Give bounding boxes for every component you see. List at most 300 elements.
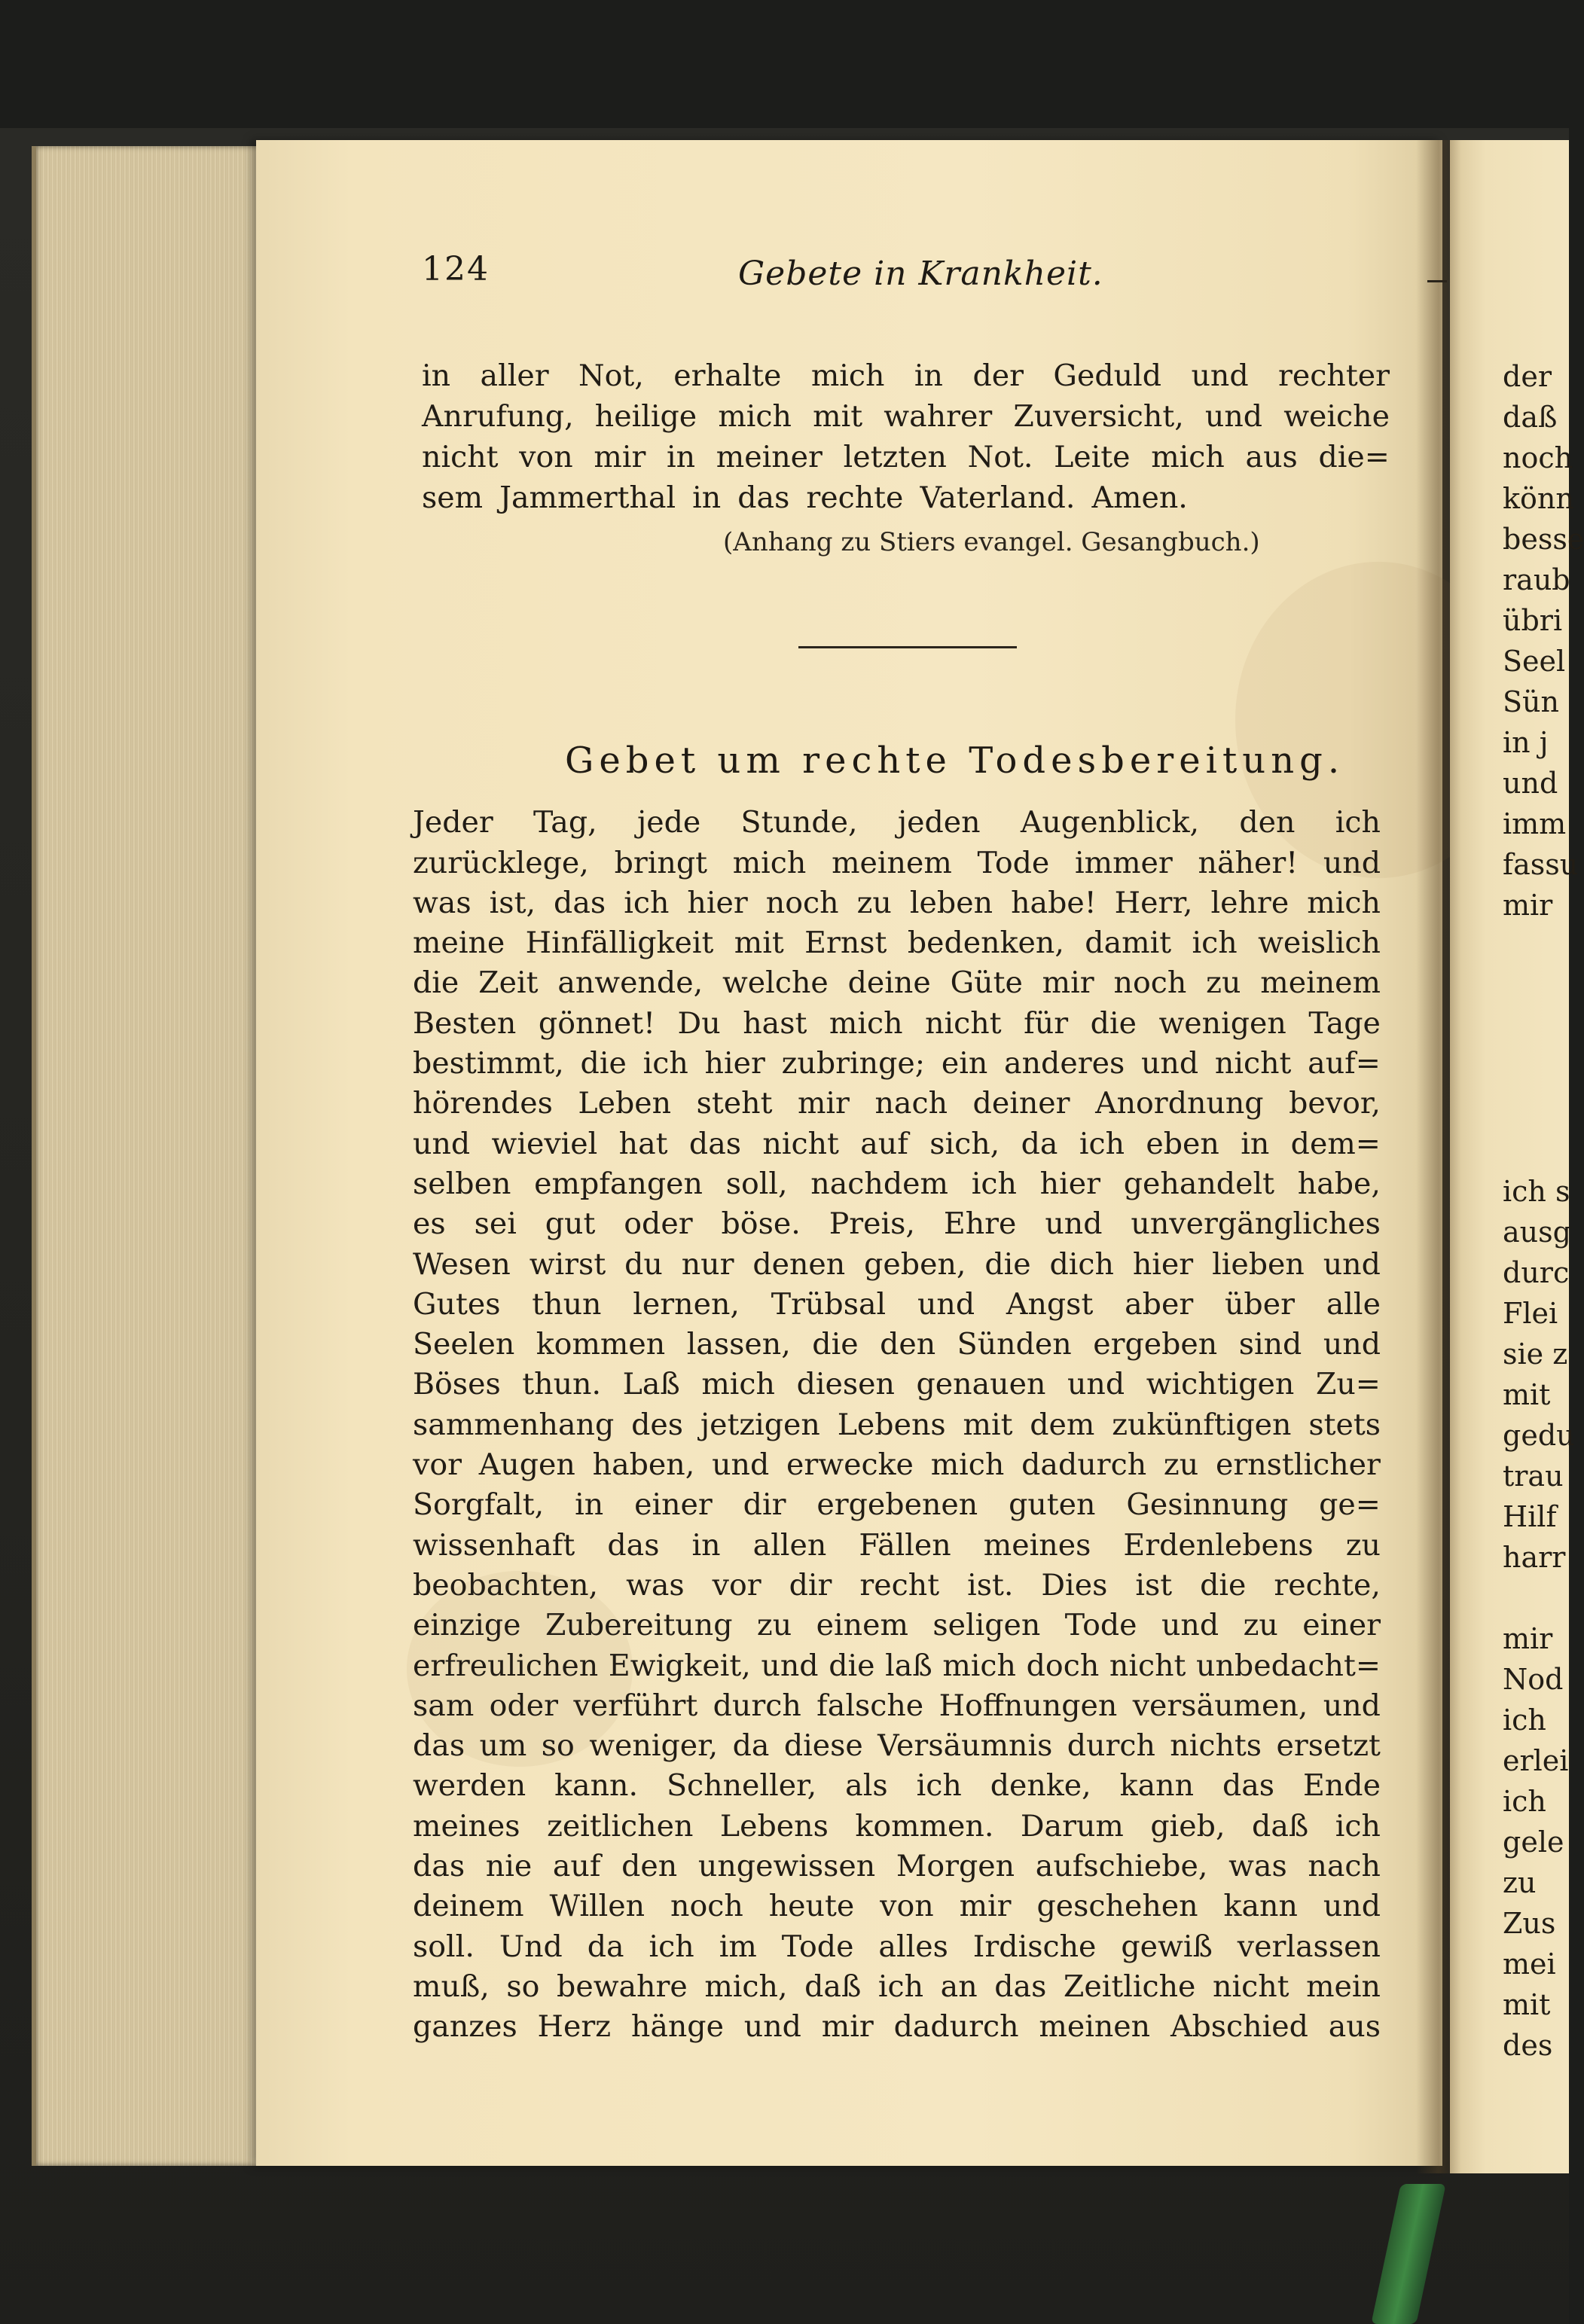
word: erfreulichen [413,1648,599,1683]
word: mich [1307,885,1381,920]
word: ergeben [1093,1327,1218,1362]
text-line [413,1883,1381,1923]
word: Zeit [478,965,539,1001]
word: Fällen [859,1527,951,1563]
text-line [413,1282,1381,1322]
word: du [624,1246,663,1282]
word: die [812,1327,859,1362]
text-fragment [1503,1581,1569,1622]
text-line [413,2004,1381,2044]
word: das [413,1849,465,1884]
word: die [984,1246,1031,1282]
text-fragment: mit [1503,1988,1551,2021]
word: da [1021,1126,1058,1161]
text-fragment: zu [1503,1866,1537,1899]
word: näher! [1198,845,1299,880]
section-divider [798,646,1017,648]
page-number: 124 [422,250,490,288]
word: meinem [832,845,952,880]
word: Anrufung, [422,399,574,434]
word: hörendes [413,1086,553,1121]
word: hier [1132,1246,1194,1282]
word: Ernst [804,926,887,961]
word: Tode [977,845,1050,880]
word: mich [829,1005,903,1041]
word: Zeitliche [1063,1969,1196,2004]
word: mir [821,2009,874,2045]
prayer-text [413,800,1381,2044]
text-line [413,1522,1381,1562]
text-fragment: Zus [1503,1907,1556,1940]
text-line [413,840,1381,880]
word: dadurch [1021,1447,1147,1483]
text-fragment: noch [1503,441,1573,474]
word: mit [734,926,784,961]
word: wirst [529,1246,606,1282]
word: soll. [413,1929,475,1964]
word: mich [810,358,885,393]
word: meines [413,1808,520,1844]
word: sei [474,1206,517,1242]
word: nach [874,1086,948,1121]
word: im [719,1929,757,1964]
word: Jammerthal [499,480,676,515]
word: ich [1079,1126,1125,1161]
word: von [880,1889,934,1924]
word: in [422,358,451,393]
word: hat [618,1126,668,1161]
text-line [413,1923,1381,1963]
word: Not. [967,440,1033,474]
word: zu [1345,1527,1381,1563]
word: immer [1075,845,1173,880]
word: Irdische [972,1929,1097,1964]
word: das [607,1527,660,1563]
word: rechter [1278,358,1390,393]
word: Morgen [896,1849,1015,1884]
word: ge= [1319,1487,1381,1523]
word: Ehre [943,1206,1017,1242]
word: mir [959,1889,1012,1924]
word: kann. [554,1768,639,1804]
word: empfangen [534,1166,703,1201]
word: von [519,440,573,474]
word: stets [1308,1407,1381,1442]
word: heilige [594,399,697,434]
word: Dies [1041,1567,1108,1603]
right-page-text-bottom [1503,1175,1575,2069]
word: hast [743,1005,807,1041]
text-line [413,1964,1381,2004]
word: oder [624,1206,693,1242]
word: und [1323,1246,1381,1282]
word: Tode [781,1929,854,1964]
word: und [1067,1367,1125,1402]
word: lassen, [686,1327,791,1362]
word: ganzes [413,2009,517,2045]
word: habe! [1011,885,1097,920]
word: das [688,1126,742,1161]
word: Willen [549,1889,646,1924]
word: thun. [522,1367,602,1402]
word: einer [1302,1608,1381,1643]
word: Herr, [1114,885,1193,920]
word: genauen [916,1367,1046,1402]
word: wissenhaft [413,1527,575,1563]
word: Lebens [837,1407,946,1442]
word: ich [916,1768,962,1804]
word: Erdenlebens [1123,1527,1314,1563]
word: Anordnung [1095,1086,1264,1121]
word: ungewissen [697,1849,876,1884]
word: sam [413,1688,475,1723]
word: sich, [929,1126,1000,1161]
word: nach [1308,1849,1381,1884]
word: und [1045,1206,1103,1242]
word: nicht [1109,1648,1186,1683]
word: ist. [967,1567,1014,1603]
word: Tode [1064,1608,1137,1643]
word: meiner [716,440,823,474]
page-edges [32,146,277,2166]
continuation-text [422,352,1390,515]
word: ich [1335,1808,1381,1844]
word: auf [860,1126,908,1161]
word: das [1222,1768,1275,1804]
word: noch [765,885,839,920]
word: steht [696,1086,773,1121]
text-fragment: besse [1503,523,1584,556]
word: deiner [972,1086,1070,1121]
word: hier [1039,1166,1100,1201]
citation: (Anhang zu Stiers evangel. Gesangbuch.) [723,527,1260,557]
word: zurücklege, [413,845,589,880]
running-head: Gebete in Krankheit. [738,255,1103,293]
word: Du [677,1005,721,1041]
word: Sünden [957,1327,1072,1362]
word: gewiß [1121,1929,1213,1964]
word: laß [885,1648,932,1683]
text-fragment: mei [1503,1947,1556,1981]
text-line [413,800,1381,840]
word: und [1323,1327,1381,1362]
word: wahrer [884,399,993,434]
right-page-header-dash [1427,280,1447,282]
word: geben, [864,1246,966,1282]
word: und [743,2009,801,2045]
text-fragment: ausg [1503,1215,1571,1249]
word: mein [1306,1969,1381,2004]
word: in [691,1527,721,1563]
word: in [1241,1126,1270,1161]
word: ich [971,1166,1017,1201]
word: weiche [1283,399,1390,434]
word: Ewigkeit, [608,1648,751,1683]
word: deine [847,965,931,1001]
word: zu [1163,1447,1199,1483]
word: in [667,440,696,474]
word: ersetzt [1276,1728,1381,1764]
word: anwende, [557,965,703,1001]
word: über [1224,1286,1295,1322]
text-line [413,1482,1381,1522]
word: letzten [843,440,947,474]
text-fragment: mit [1503,1378,1551,1411]
word: das [413,1728,465,1764]
word: verlassen [1237,1929,1381,1964]
word: daß [1252,1808,1309,1844]
word: da [732,1728,770,1764]
word: was [1228,1849,1287,1884]
text-line [413,920,1381,960]
text-line [413,1401,1381,1441]
word: einzige [413,1608,521,1643]
word: Jeder [413,805,493,840]
word: nur [681,1246,734,1282]
word: allen [752,1527,827,1563]
text-fragment: harr [1503,1541,1566,1574]
word: für [1024,1005,1069,1041]
word: zu [1206,965,1241,1001]
word: bedenken, [907,926,1064,961]
word: meinen [1039,2009,1151,2045]
word: die [1200,1567,1247,1603]
word: dadurch [893,2009,1019,2045]
text-fragment: ich [1503,1785,1546,1818]
word: Seelen [413,1327,515,1362]
prayer-title: Gebet um rechte Todesbereitung. [565,740,1345,782]
word: Gesinnung [1126,1487,1289,1523]
word: nichts [1170,1728,1262,1764]
text-fragment: imm [1503,807,1567,840]
word: thun [532,1286,602,1322]
text-fragment: könn [1503,482,1574,515]
text-line [413,1041,1381,1081]
word: aber [1125,1286,1194,1322]
text-line [413,1322,1381,1362]
text-fragment: sie z [1503,1337,1568,1371]
word: diese [783,1728,863,1764]
word: bringt [614,845,707,880]
word: weniger, [589,1728,719,1764]
text-fragment: daß [1503,401,1558,434]
word: aus [1328,2009,1381,2045]
word: beobachten, [413,1567,599,1603]
word: mich [1151,440,1225,474]
word: Vaterland. [920,480,1076,515]
word: Hoffnungen [938,1688,1118,1723]
word: zubringe; [781,1046,926,1081]
word: zukünftigen [1112,1407,1292,1442]
word: mich [930,1447,1005,1483]
text-fragment: raub [1503,563,1570,596]
word: mit [963,1407,1013,1442]
word: wieviel [491,1126,598,1161]
word: in [575,1487,604,1523]
word: weislich [1258,926,1381,961]
word: oder [489,1688,558,1723]
word: hier [687,885,748,920]
word: jetzigen [700,1407,820,1442]
word: und [1161,1608,1219,1643]
word: einer [634,1487,713,1523]
word: die= [1318,440,1390,474]
word: Zubereitung [545,1608,733,1643]
word: aller [480,358,549,393]
word: seligen [932,1608,1041,1643]
text-line [413,1683,1381,1723]
word: lernen, [633,1286,740,1322]
word: so [506,1969,540,2004]
text-line [413,1161,1381,1201]
word: jede [636,805,701,840]
word: alles [878,1929,948,1964]
word: Amen. [1091,480,1188,515]
word: so [541,1728,575,1764]
word: verführt [573,1688,698,1723]
word: durch [1067,1728,1155,1764]
word: und [1323,1688,1381,1723]
word: Ende [1303,1768,1381,1804]
text-fragment: trau [1503,1459,1564,1493]
word: selben [413,1166,511,1201]
word: nicht [422,440,499,474]
word: wenigen [1158,1005,1286,1041]
word: habe, [1297,1166,1381,1201]
text-line [413,1603,1381,1642]
word: leben [909,885,993,920]
word: nachdem [810,1166,948,1201]
word: mit [813,399,863,434]
word: dich [1049,1246,1114,1282]
word: aufschiebe, [1035,1849,1208,1884]
word: in [914,358,943,393]
text-fragment: ich [1503,1703,1546,1737]
word: sem [422,480,484,515]
word: mir [594,440,646,474]
word: der [972,358,1024,393]
text-line [413,1121,1381,1160]
word: ergebenen [816,1487,978,1523]
word: bevor, [1289,1086,1381,1121]
text-fragment: mir [1503,1622,1553,1655]
word: Not, [578,358,644,393]
word: damit [1085,926,1172,961]
word: meines [983,1527,1091,1563]
word: ich [649,1929,694,1964]
word: den [880,1327,936,1362]
word: Leben [578,1086,672,1121]
word: Sorgfalt, [413,1487,545,1523]
word: rechte [806,480,904,515]
word: alle [1326,1286,1381,1322]
word: kommen [536,1327,666,1362]
text-fragment: des [1503,2029,1553,2062]
word: Augenblick, [1020,805,1200,840]
word: ist [1135,1567,1173,1603]
text-line [413,1442,1381,1482]
word: zu [756,1608,792,1643]
word: ist, [489,885,536,920]
word: aus [1245,440,1298,474]
word: rechte, [1274,1567,1381,1603]
word: lieben [1212,1246,1305,1282]
word: und [712,1447,770,1483]
word: und [1191,358,1249,393]
word: Hinfälligkeit [525,926,714,961]
text-line [413,1081,1381,1121]
word: die [1090,1005,1137,1041]
word: doch [1026,1648,1100,1683]
word: denke, [990,1768,1091,1804]
word: Wesen [413,1246,511,1282]
word: und [1140,1046,1199,1081]
word: was [413,885,472,920]
text-line [422,393,1390,434]
word: ich [1192,926,1238,961]
word: zu [1243,1608,1278,1643]
word: vor [712,1567,761,1603]
word: geschehen [1036,1889,1198,1924]
word: Und [499,1929,563,1964]
word: haben, [592,1447,695,1483]
text-line [413,1844,1381,1883]
word: nicht [1214,1046,1292,1081]
word: und [1323,1889,1381,1924]
word: lehre [1210,885,1289,920]
word: Güte [950,965,1023,1001]
word: mir [797,1086,850,1121]
word: die [580,1046,627,1081]
word: Darum [1020,1808,1124,1844]
word: da [587,1929,624,1964]
text-fragment: Nod [1503,1663,1564,1696]
book-gutter [1416,140,1461,2173]
word: welche [722,965,829,1001]
text-fragment: fassu [1503,848,1579,881]
word: ich [877,1969,924,2004]
text-fragment: der [1503,360,1552,393]
word: Angst [1006,1286,1094,1322]
text-fragment: gedu [1503,1419,1575,1452]
word: Leite [1054,440,1131,474]
word: auf [552,1849,601,1884]
word: unvergängliches [1131,1206,1381,1242]
word: kann [1119,1768,1195,1804]
word: Zu= [1315,1367,1381,1402]
text-fragment: und [1503,767,1558,800]
word: heute [768,1889,855,1924]
word: nicht [762,1126,839,1161]
word: zu [856,885,892,920]
word: ich [624,885,670,920]
text-line [413,1000,1381,1040]
word: werden [413,1768,526,1804]
text-fragment: Flei [1503,1297,1558,1330]
word: auf= [1308,1046,1381,1081]
word: mir [1042,965,1094,1001]
word: und [1204,399,1263,434]
text-fragment: ich s [1503,1175,1570,1208]
word: was [626,1567,685,1603]
word: wichtigen [1146,1367,1295,1402]
word: ernstlicher [1215,1447,1381,1483]
word: mich [718,399,792,434]
word: an [940,1969,978,2004]
word: um [479,1728,527,1764]
word: dem= [1290,1126,1381,1161]
word: Trübsal [771,1286,887,1322]
